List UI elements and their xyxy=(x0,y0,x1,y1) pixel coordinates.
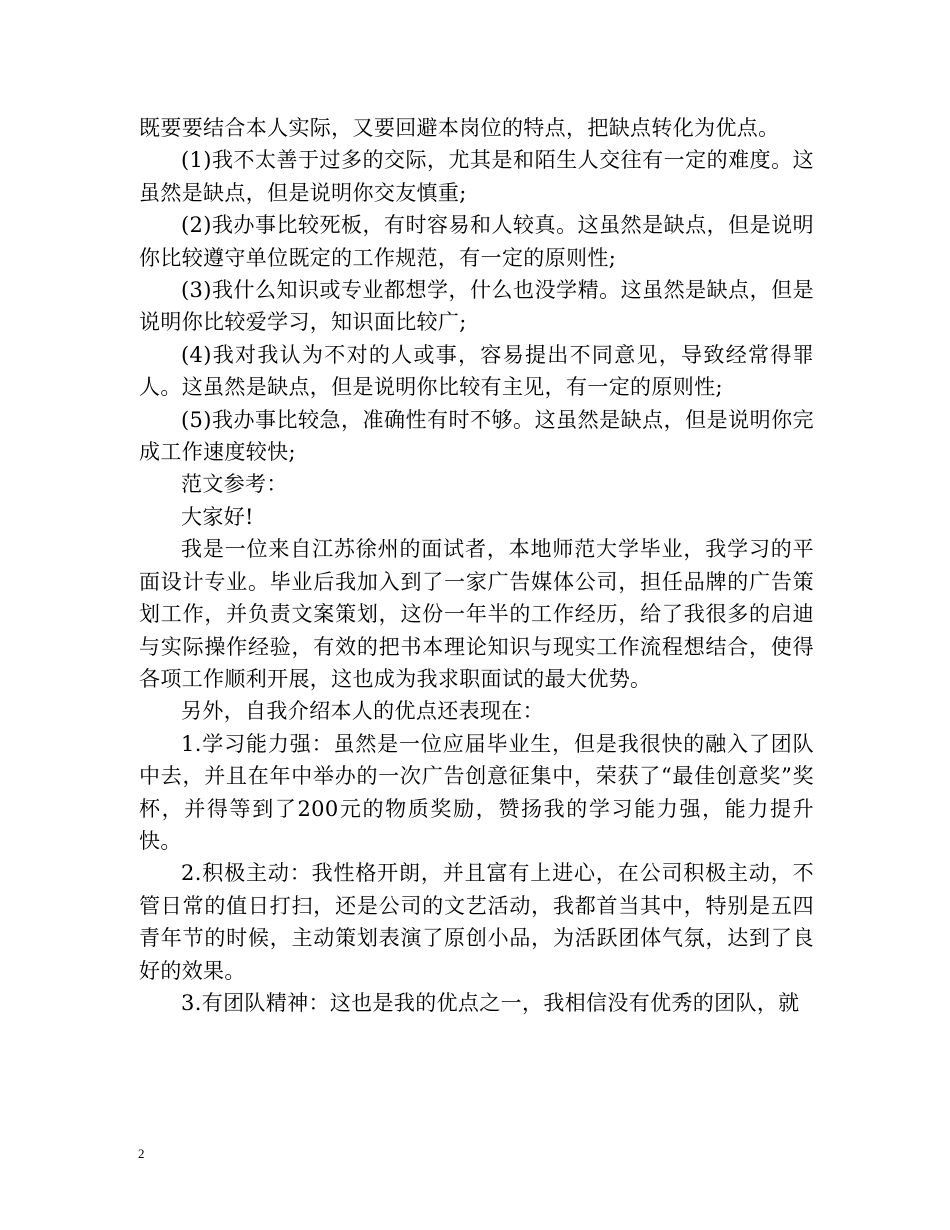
paragraph-strengths-intro: 另外，自我介绍本人的优点还表现在： xyxy=(181,699,544,724)
page-number: 2 xyxy=(138,1146,145,1161)
paragraph-weakness-3: (3)我什么知识或专业都想学，什么也没学精。这虽然是缺点，但是说明你比较爱学习，知识面比较广; xyxy=(139,278,814,335)
paragraph-weakness-4: (4)我对我认为不对的人或事，容易提出不同意见，导致经常得罪人。这虽然是缺点，但是说明你比较有主见，有一定的原则性; xyxy=(139,342,814,400)
paragraph-intro: 既要要结合本人实际，又要回避本岗位的特点，把缺点转化为优点。 xyxy=(139,116,780,140)
paragraph-sample-heading: 范文参考： xyxy=(181,472,288,497)
paragraph-weakness-5: (5)我办事比较急，准确性有时不够。这虽然是缺点，但是说明你完成工作速度较快; xyxy=(139,407,814,465)
paragraph-strength-1: 1.学习能力强：虽然是一位应届毕业生，但是我很快的融入了团队中去，并且在年中举办的一次广告创意征集中，荣获了“最佳创意奖”奖杯，并得等到了200元的物质奖励，赞扬我的学习能力强，能力提升快。 xyxy=(139,731,814,853)
paragraph-weakness-1: (1)我不太善于过多的交际，尤其是和陌生人交往有一定的难度。这虽然是缺点，但是说明你交友慎重; xyxy=(139,148,814,205)
document-body xyxy=(139,112,814,1019)
paragraph-greeting: 大家好! xyxy=(181,504,254,529)
paragraph-strength-3: 3.有团队精神：这也是我的优点之一，我相信没有优秀的团队，就 xyxy=(181,990,800,1015)
paragraph-weakness-2: (2)我办事比较死板，有时容易和人较真。这虽然是缺点，但是说明你比较遵守单位既定的工作规范，有一定的原则性; xyxy=(139,213,814,270)
paragraph-strength-2: 2.积极主动：我性格开朗，并且富有上进心，在公司积极主动，不管日常的值日打扫，还是公司的文艺活动，我都首当其中，特别是五四青年节的时候，主动策划表演了原创小品，为活跃团体气氛，达到了良好的效果。 xyxy=(139,861,814,983)
paragraph-self-intro: 我是一位来自江苏徐州的面试者，本地师范大学毕业，我学习的平面设计专业。毕业后我加入到了一家广告媒体公司，担任品牌的广告策划工作，并负责文案策划，这份一年半的工作经历，给了我很多的启迪与实际操作经验，有效的把书本理论知识与现实工作流程想结合，使得各项工作顺利开展，这也成为我求职面试的最大优势。 xyxy=(139,537,814,691)
